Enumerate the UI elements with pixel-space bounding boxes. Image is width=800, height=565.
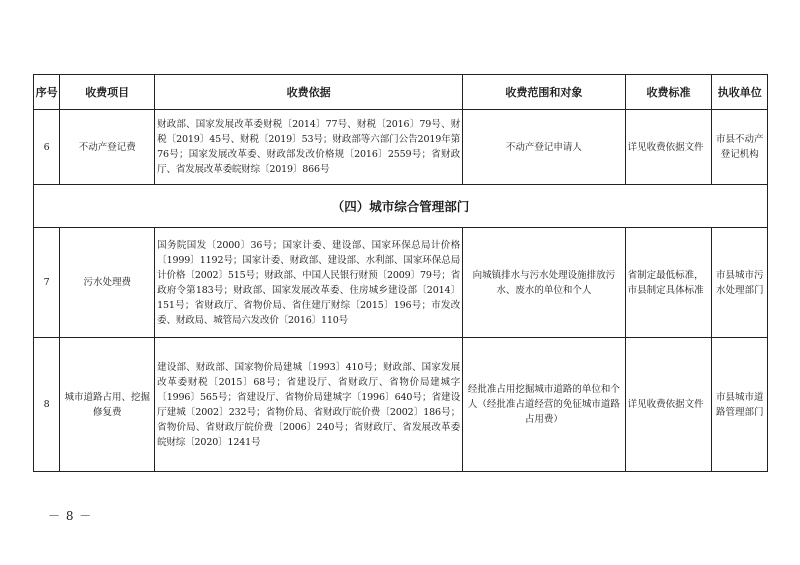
section-title: （四）城市综合管理部门 (34, 185, 768, 228)
cell-item: 城市道路占用、挖掘修复费 (60, 338, 155, 472)
cell-standard: 详见收费依据文件 (625, 338, 712, 472)
header-item: 收费项目 (60, 75, 155, 110)
cell-unit: 市县城市污水处理部门 (712, 228, 768, 338)
cell-no: 8 (34, 338, 60, 472)
cell-scope: 向城镇排水与污水处理设施排放污水、废水的单位和个人 (463, 228, 626, 338)
table-row (34, 338, 768, 472)
page-number: － 8 － (48, 509, 93, 523)
cell-no: 7 (34, 228, 60, 338)
cell-item: 污水处理费 (60, 228, 155, 338)
cell-basis: 国务院国发〔2000〕36号；国家计委、建设部、国家环保总局计价格〔1999〕1192号；国家计委、财政部、建设部、水利部、国家环保总局计价格〔2002〕515号；财政部、中国人民银行财预〔2009〕79号；省政府令第183号；财政部、国家发展改革委、住房城乡建设部〔2014〕151号；省财政厅、省物价局、省住建厅财综〔2015〕196号；市发改委、财政局、城管局六发改价〔2016〕110号 (155, 228, 463, 338)
table-header-row (34, 75, 768, 110)
header-unit: 执收单位 (712, 75, 768, 110)
cell-standard: 省制定最低标准，市县制定具体标准 (625, 228, 712, 338)
cell-basis: 建设部、财政部、国家物价局建城〔1993〕410号；财政部、国家发展改革委财税〔2015〕68号；省建设厅、省财政厅、省物价局建城字〔1996〕565号；省建设厅、省物价局建城字〔1996〕640号；省建设厅建城〔2002〕232号；省物价局、省财政厅皖价费〔2002〕186号；省物价局、省财政厅皖价费〔2006〕240号；省财政厅、省发展改革委皖财综〔2020〕1241号 (155, 338, 463, 472)
cell-standard: 详见收费依据文件 (625, 110, 712, 185)
header-basis: 收费依据 (155, 75, 463, 110)
cell-scope: 经批准占用挖掘城市道路的单位和个人（经批准占道经营的免征城市道路占用费） (463, 338, 626, 472)
section-row (34, 185, 768, 228)
table-row (34, 110, 768, 185)
cell-scope: 不动产登记申请人 (463, 110, 626, 185)
header-standard: 收费标准 (625, 75, 712, 110)
cell-basis: 财政部、国家发展改革委财税〔2014〕77号、财税〔2016〕79号、财税〔2019〕45号、财税〔2019〕53号；财政部等六部门公告2019年第76号；国家发展改革委、财政部发改价格规〔2016〕2559号；省财政厅、省发展改革委皖财综〔2019〕866号 (155, 110, 463, 185)
cell-item: 不动产登记费 (60, 110, 155, 185)
fee-table (33, 74, 768, 472)
cell-unit: 市县不动产登记机构 (712, 110, 768, 185)
header-no: 序号 (34, 75, 60, 110)
cell-unit: 市县城市道路管理部门 (712, 338, 768, 472)
cell-no: 6 (34, 110, 60, 185)
table-row (34, 228, 768, 338)
header-scope: 收费范围和对象 (463, 75, 626, 110)
